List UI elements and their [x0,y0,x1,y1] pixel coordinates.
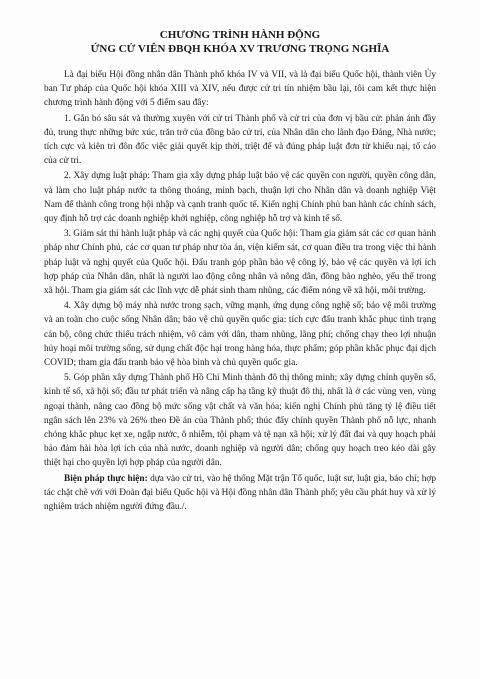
document-title: CHƯƠNG TRÌNH HÀNH ĐỘNG [159,29,321,41]
point-1-paragraph: 1. Gắn bó sâu sát và thường xuyên với cử tri Thành phố và cử tri của đơn vị bầu cử: phản ánh đầy đủ, trung thực những bức xúc, trăn trở của đồng bào cử tri, của Nhân dân cho lãnh đạo Đảng, Nhà nước; tích cực và kiên trì đôn đốc việc giải quyết kịp thời, triệt để và đúng pháp luật đơn từ khiếu nại, tố cáo của cử tri. [44,113,436,167]
intro-paragraph: Là đại biểu Hội đồng nhân dân Thành phố khóa IV và VII, và là đại biểu Quốc hội, thành viên Ủy ban Tư pháp của Quốc hội khóa XIII và XIV, nếu được cử tri tín nhiệm bầu lại, tôi cam kết thực hiện chương trình hành động với 5 điểm sau đây: [44,70,436,109]
measures-paragraph [44,472,436,515]
point-3-paragraph: 3. Giám sát thi hành luật pháp và các nghị quyết của Quốc hội: Tham gia giám sát các cơ quan hành pháp như Chính phủ, các cơ quan tư pháp như tòa án, viện kiểm sát, cơ quan điều tra trong việc thi hành pháp luật và nghị quyết của Quốc hội. Đấu tranh góp phần bảo vệ công lý, bảo vệ các quyền và lợi ích hợp pháp của Nhân dân, nhất là người lao động công nhân và nông dân, đồng bào nghèo, yếu thế trong xã hội. Tham gia giám sát các lĩnh vực dễ phát sinh tham nhũng, các điểm nóng về xã hội, môi trường. [44,229,436,297]
measures-text: dựa vào cử tri, vào hệ thống Mặt trận Tổ quốc, luật sư, luật gia, báo chí; hợp tác chặt chẽ với với Đoàn đại biểu Quốc hội và Hội đồng nhân dân Thành phố; yêu cầu phát huy và xử lý nghiêm trách nhiệm người đứng đầu./. [44,473,436,513]
point-2-paragraph: 2. Xây dựng luật pháp: Tham gia xây dựng pháp luật bảo vệ các quyền con người, quyền công dân, và làm cho luật pháp nước ta thông thoáng, minh bạch, thuận lợi cho Nhân dân và doanh nghiệp Việt Nam để thành công trong hội nhập và cạnh tranh quốc tế. Kiến nghị Chính phủ ban hành các chính sách, quy định hỗ trợ các doanh nghiệp khởi nghiệp, công nghiệp hỗ trợ và kinh tế số. [44,171,436,225]
measures-label: Biện pháp thực hiện: [64,473,148,484]
point-5-paragraph: 5. Góp phần xây dựng Thành phố Hồ Chí Minh thành đô thị thông minh; xây dựng chính quyền số, kinh tế số, xã hội số; đầu tư phát triển và nâng cấp hạ tầng kỹ thuật đô thị, nhất là ở các vùng ven, vùng ngoại thành, nâng cao đồng bộ mức sống vật chất và văn hóa; kiến nghị Chính phủ tăng tỷ lệ điều tiết ngân sách lên 23% và 26% theo Đề án của Thành phố; thúc đẩy chính quyền Thành phố nỗ lực, nhanh chóng khắc phục kẹt xe, ngập nước, ô nhiễm, tội phạm và tệ nạn xã hội; xử lý đất đai và quy hoạch phải bảo đảm hài hòa lợi ích của nhà nước, doanh nghiệp và người dân; chống quy hoạch treo kéo dài gây thiệt hại cho quyền lợi hợp pháp của người dân. [44,373,436,469]
point-4-paragraph: 4. Xây dựng bộ máy nhà nước trong sạch, vững mạnh, ứng dụng công nghệ số; bảo vệ môi trường và an toàn cho cuộc sống Nhân dân; bảo vệ chủ quyền quốc gia: tích cực đấu tranh khắc phục tình trạng cán bộ, công chức thiếu trách nhiệm, vô cảm với dân, tham nhũng, lãng phí; chống chạy theo lợi nhuận hủy hoại môi trường sống, sử dụng chất độc hại trong hàng hóa, thực phẩm; góp phần khắc phục đại dịch COVID; tham gia đấu tranh bảo vệ hòa bình và chủ quyền quốc gia. [44,301,436,369]
document-subtitle: ỨNG CỬ VIÊN ĐBQH KHÓA XV TRƯƠNG TRỌNG NGHĨA [90,43,390,55]
